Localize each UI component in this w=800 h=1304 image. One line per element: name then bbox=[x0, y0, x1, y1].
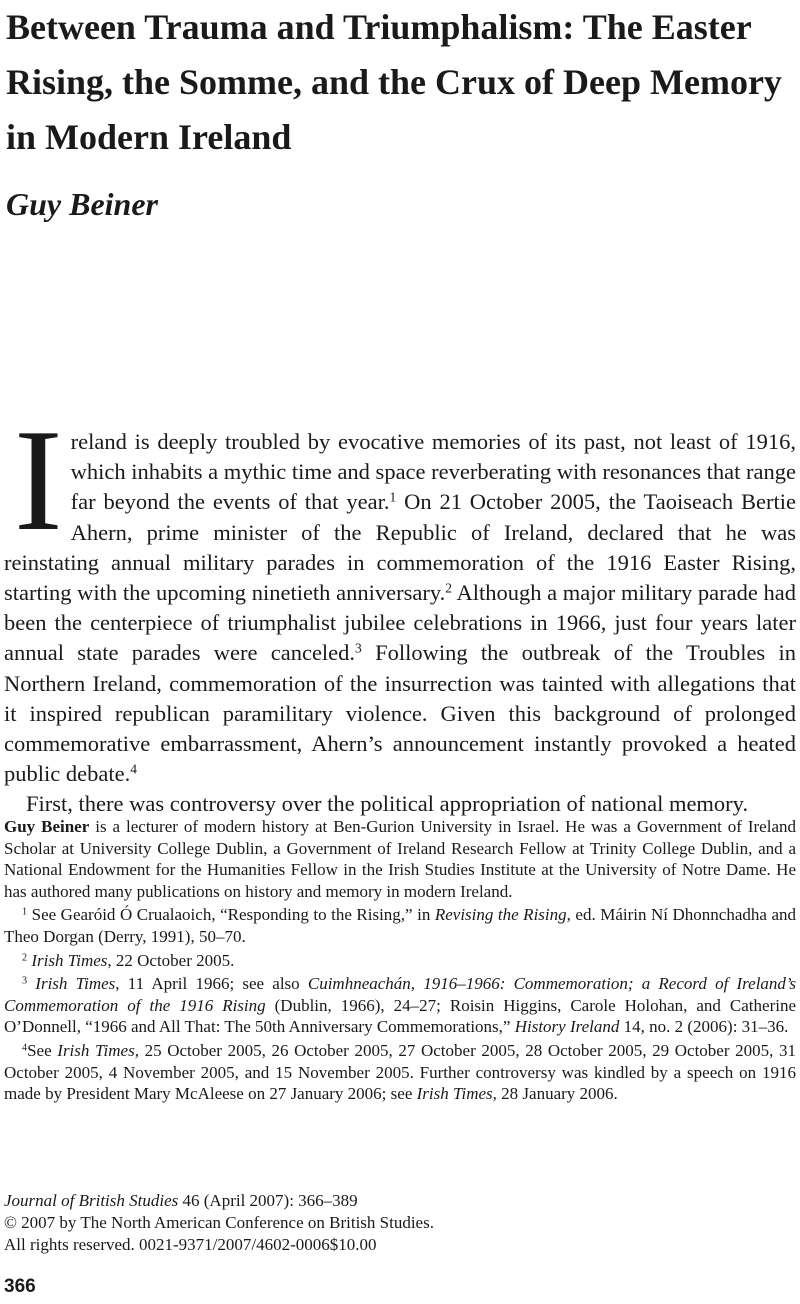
author-bio bbox=[4, 816, 796, 902]
footnote-text: (Dublin, 1966), 24–27; Roisin Higgins, Carole Holohan, and Catherine O’Donnell, “1966 and All That: The 50th Anniversary Commemorations,” bbox=[4, 995, 797, 1037]
article-title: Between Trauma and Triumphalism: The Easter Rising, the Somme, and the Crux of Deep Memory in Modern Ireland bbox=[6, 7, 782, 157]
bio-text: is a lecturer of modern history at Ben-Gurion University in Israel. He was a Government of Ireland Scholar at University College Dublin, a Government of Ireland Research Fellow at Trinity College Dublin, and a National Endowment for the Humanities Fellow in the Irish Studies Institute at the University of Notre Dame. He has authored many publications on history and memory in modern Ireland. bbox=[4, 817, 796, 901]
footnote-title: Irish Times bbox=[31, 950, 108, 970]
footnote-number: 2 bbox=[22, 951, 28, 963]
journal-citation bbox=[4, 1190, 796, 1212]
footnote-number: 3 bbox=[22, 975, 28, 987]
paragraph-text: Following the outbreak of the Troubles in Northern Ireland, commemoration of the insurrection was tainted with allegations that it inspired republican paramilitary violence. Given this background of prolonged commemorative embarrassment, Ahern’s announcement instantly provoked a heated public debate. bbox=[4, 640, 796, 787]
article-author: Guy Beiner bbox=[6, 186, 158, 222]
footnote-title: Revising the Rising bbox=[434, 905, 567, 925]
copyright-line: © 2007 by The North American Conference on British Studies. bbox=[4, 1213, 434, 1232]
footnotes bbox=[4, 816, 796, 1107]
footnote-3 bbox=[4, 973, 796, 1038]
body-text bbox=[4, 399, 797, 820]
footnote-text: See bbox=[27, 1040, 58, 1060]
footnote-title: Irish Times bbox=[35, 974, 116, 994]
footnote-text: 14, no. 2 (2006): 31–36. bbox=[619, 1017, 789, 1037]
footnote-text: , 11 April 1966; see also bbox=[115, 974, 308, 994]
footnote-text: , ed. Máirin Ní Dhonnchadha and Theo Dorgan (Derry, 1991), 50–70. bbox=[4, 905, 796, 946]
footnote-ref[interactable]: 4 bbox=[130, 761, 137, 777]
paragraph-text: Although a major military parade had been the centerpiece of triumphalist jubilee celebrations in 1966, just four years later annual state parades were canceled. bbox=[4, 580, 797, 666]
footnote-text: , 22 October 2005. bbox=[107, 950, 235, 970]
footnote-title: Irish Times bbox=[57, 1040, 135, 1060]
footnote-text: See Gearóid Ó Crualaoich, “Responding to the Rising,” in bbox=[27, 905, 435, 925]
footnote-2 bbox=[4, 950, 796, 972]
paragraph-text: On 21 October 2005, the Taoiseach Bertie Ahern, prime minister of the Republic of Ireland, declared that he was reinstating annual military parades in commemoration of the 1916 Easter Rising, starting with the upcoming ninetieth anniversary. bbox=[4, 489, 796, 606]
footnote-ref[interactable]: 1 bbox=[389, 489, 397, 505]
journal-name: Journal of British Studies bbox=[4, 1191, 179, 1210]
page-number: 366 bbox=[4, 1276, 36, 1297]
publication-info bbox=[4, 1190, 796, 1256]
paragraph bbox=[4, 399, 797, 789]
footnote-number: 4 bbox=[22, 1042, 28, 1054]
footnote-ref[interactable]: 2 bbox=[445, 580, 452, 596]
bio-name: Guy Beiner bbox=[4, 817, 90, 836]
footnote-title: Irish Times bbox=[416, 1084, 493, 1104]
rights-line: All rights reserved. 0021-9371/2007/4602-0006$10.00 bbox=[4, 1235, 377, 1254]
paragraph-text: reland is deeply troubled by evocative memories of its past, not least of 1916, which inhabits a mythic time and space reverberating with resonances that range far beyond the events of that year. bbox=[70, 429, 796, 515]
footnote-title: History Ireland bbox=[514, 1017, 620, 1037]
footnote-number: 1 bbox=[22, 906, 28, 918]
footnote-ref[interactable]: 3 bbox=[355, 641, 362, 656]
paragraph: First, there was controversy over the political appropriation of national memory. bbox=[26, 791, 749, 817]
footnote-title: Cuimhneachán, 1916–1966: Commemoration; a Record of Ireland’s Commemoration of the 1916 Rising bbox=[4, 974, 796, 1015]
drop-cap: I bbox=[14, 399, 63, 561]
footnote-text: , 28 January 2006. bbox=[492, 1084, 618, 1104]
footnote-4 bbox=[4, 1040, 796, 1105]
footnote-text: , 25 October 2005, 26 October 2005, 27 October 2005, 28 October 2005, 29 October 2005, 31 October 2005, 4 November 2005, and 15 November 2005. Further controversy was kindled by a speech on 1916 made by President Mary McAleese on 27 January 2006; see bbox=[4, 1040, 797, 1104]
journal-issue: 46 (April 2007): 366–389 bbox=[178, 1191, 358, 1210]
footnote-1 bbox=[4, 904, 796, 947]
